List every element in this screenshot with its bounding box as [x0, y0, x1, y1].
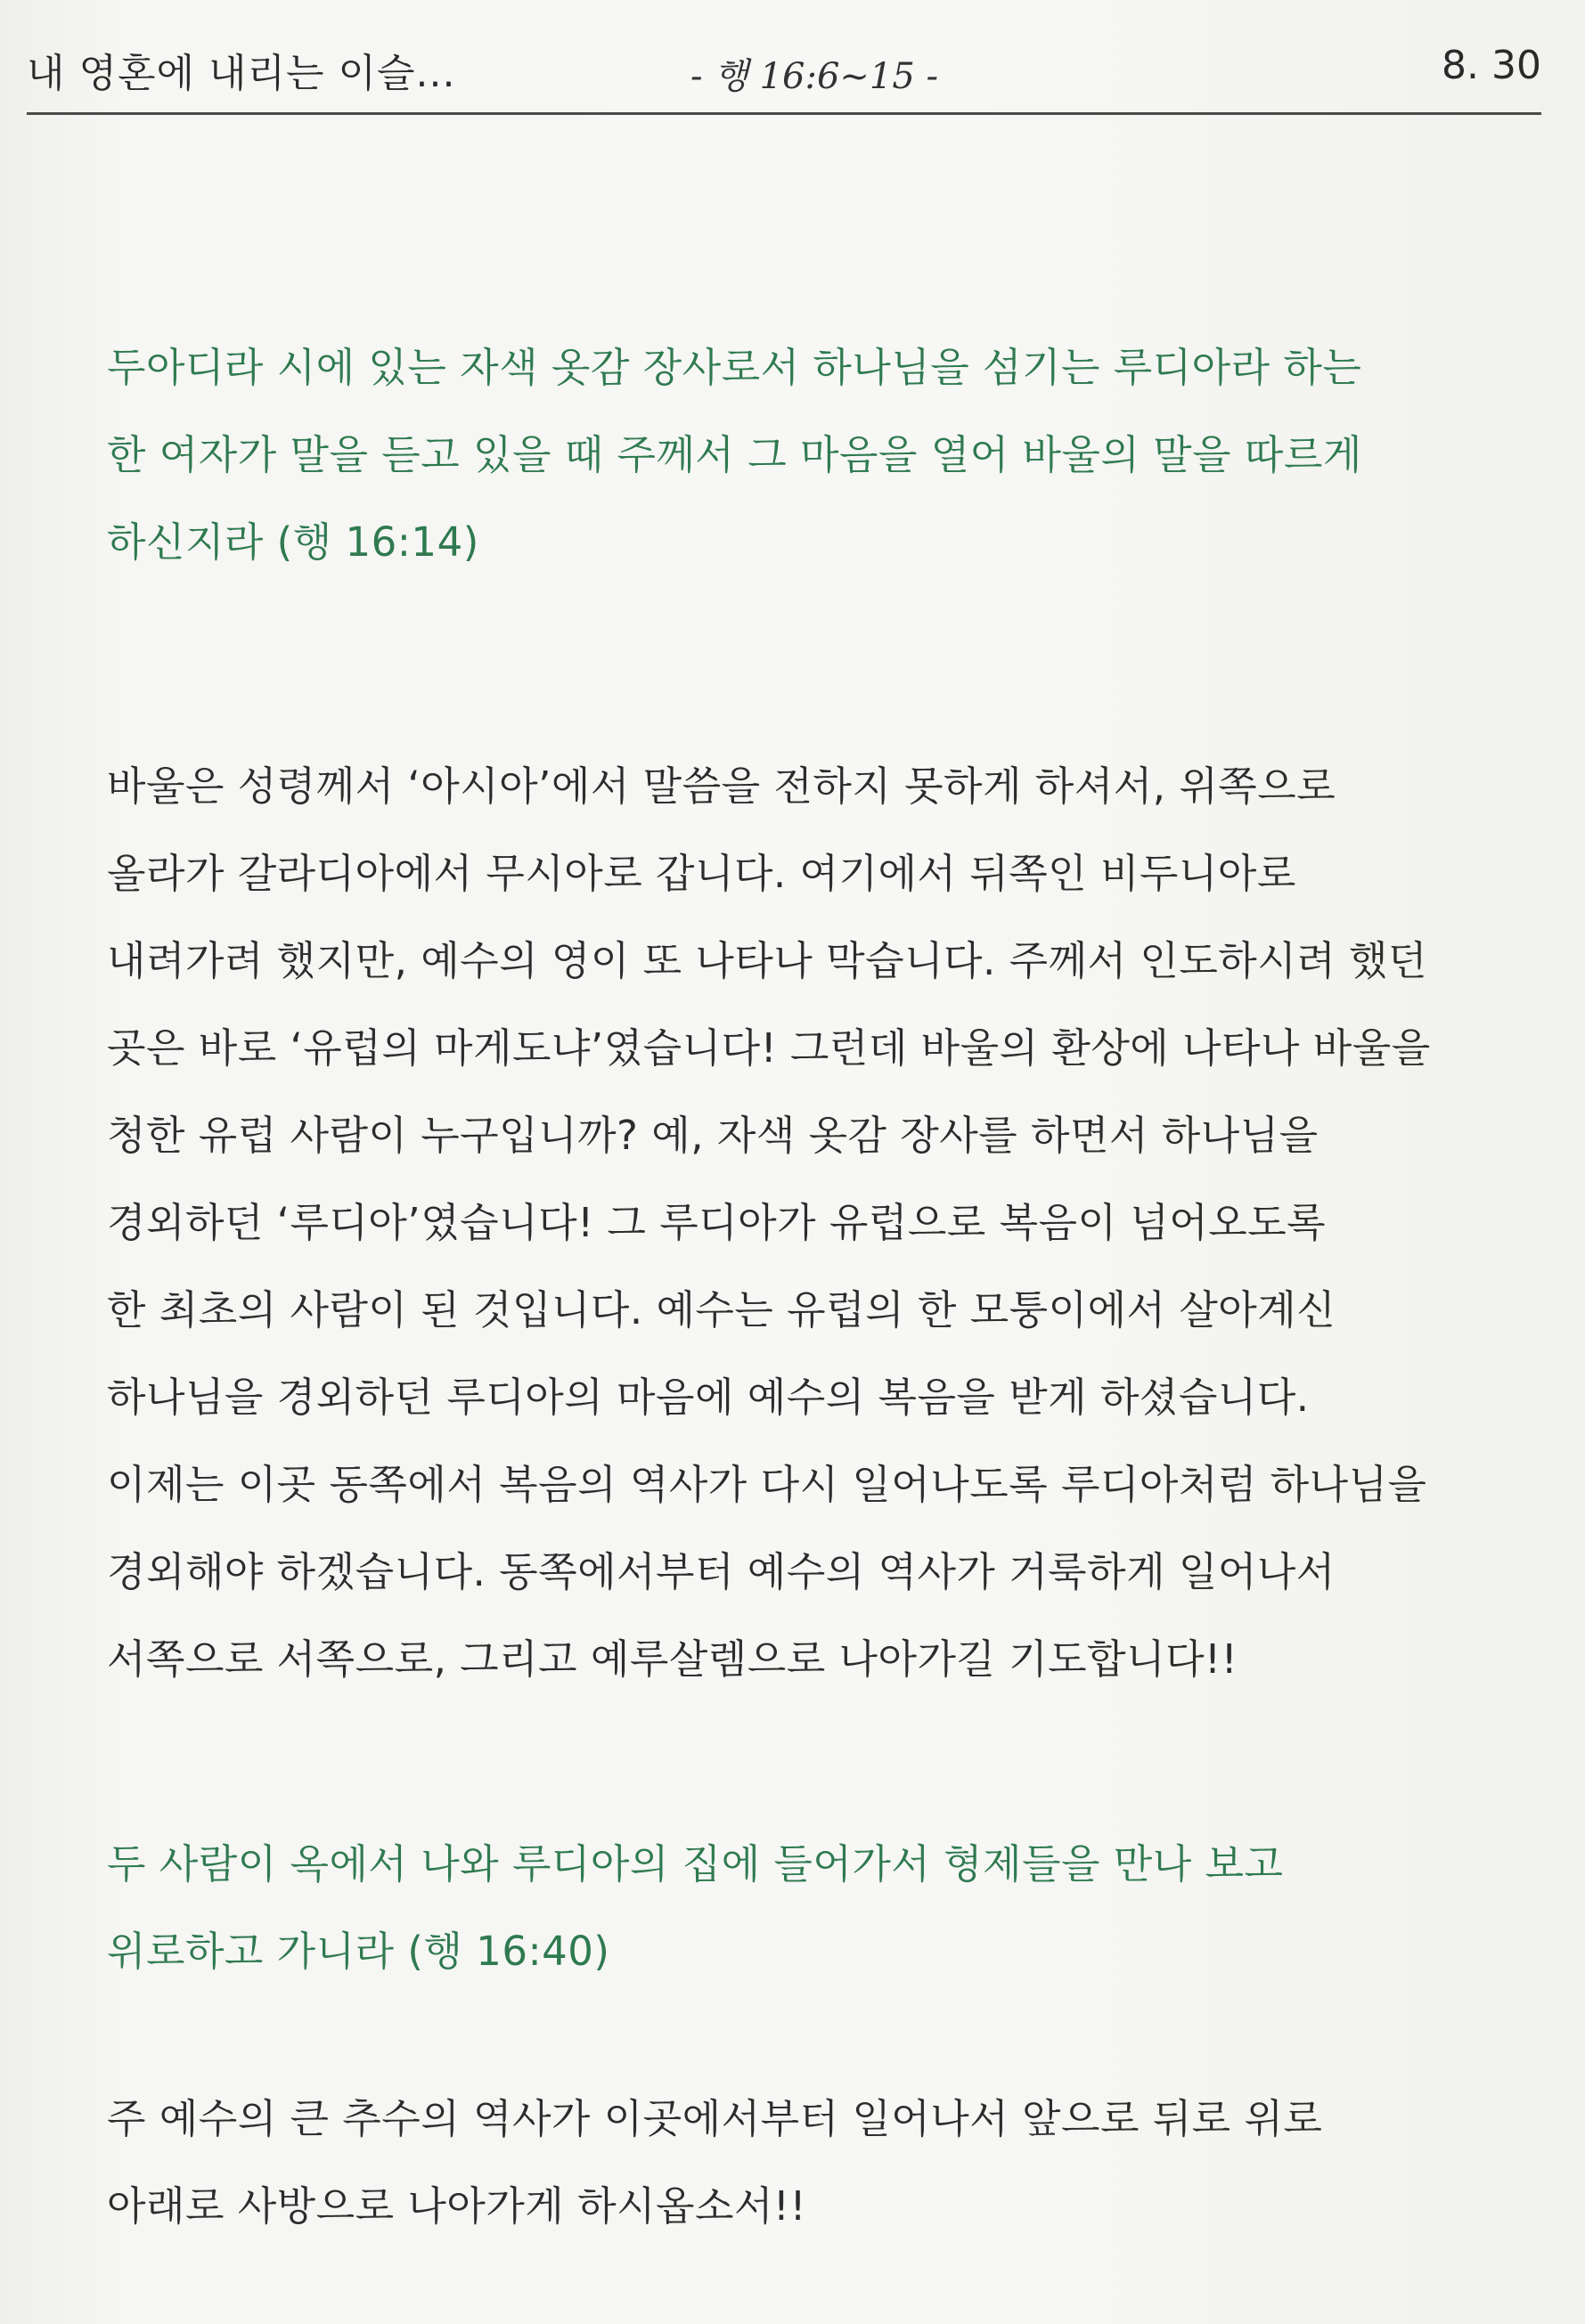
verse-line: 두 사람이 옥에서 나와 루디아의 집에 들어가서 형제들을 만나 보고	[107, 1840, 1284, 1888]
paragraph-line: 내려가려 했지만, 예수의 영이 또 나타나 막습니다. 주께서 인도하시려 했던	[107, 937, 1427, 984]
verse-line: 한 여자가 말을 듣고 있을 때 주께서 그 마음을 열어 바울의 말을 따르게	[107, 431, 1362, 478]
book-title: 내 영혼에 내리는 이슬...	[27, 51, 456, 96]
closing-prayer	[107, 2075, 1497, 2250]
closing-verse	[107, 1821, 1497, 1995]
paragraph-line: 서쪽으로 서쪽으로, 그리고 예루살렘으로 나아가길 기도합니다!!	[107, 1635, 1238, 1683]
prayer-line: 아래로 사방으로 나아가게 하시옵소서!!	[107, 2182, 807, 2230]
verse-line: 위로하고 가니라 (행 16:40)	[107, 1928, 610, 1975]
scripture-reference: - 행 16:6~15 -	[690, 56, 939, 97]
key-verse	[107, 324, 1497, 586]
paragraph-line: 바울은 성령께서 ‘아시아’에서 말씀을 전하지 못하게 하셔서, 위쪽으로	[107, 762, 1336, 810]
prayer-line: 주 예수의 큰 추수의 역사가 이곳에서부터 일어나서 앞으로 뒤로 위로	[107, 2095, 1323, 2142]
paragraph-line: 곳은 바로 ‘유럽의 마게도냐’였습니다! 그런데 바울의 환상에 나타나 바울을	[107, 1024, 1431, 1072]
page-date: 8. 30	[1442, 43, 1541, 88]
paragraph-line: 올라가 갈라디아에서 무시아로 갑니다. 여기에서 뒤쪽인 비두니아로	[107, 850, 1296, 897]
paragraph-line: 한 최초의 사람이 된 것입니다. 예수는 유럽의 한 모퉁이에서 살아계신	[107, 1286, 1336, 1333]
paragraph-line: 청한 유럽 사람이 누구입니까? 예, 자색 옷감 장사를 하면서 하나님을	[107, 1112, 1319, 1159]
paragraph-line: 경외하던 ‘루디아’였습니다! 그 루디아가 유럽으로 복음이 넘어오도록	[107, 1199, 1327, 1246]
verse-line: 두아디라 시에 있는 자색 옷감 장사로서 하나님을 섬기는 루디아라 하는	[107, 344, 1362, 391]
paragraph-line: 이제는 이곳 동쪽에서 복음의 역사가 다시 일어나도록 루디아처럼 하나님을	[107, 1461, 1427, 1508]
page-header	[27, 41, 1541, 112]
verse-line: 하신지라 (행 16:14)	[107, 518, 479, 566]
header-divider	[27, 112, 1541, 115]
meditation-paragraph	[107, 743, 1497, 1703]
paragraph-line: 하나님을 경외하던 루디아의 마음에 예수의 복음을 받게 하셨습니다.	[107, 1374, 1310, 1421]
paragraph-line: 경외해야 하겠습니다. 동쪽에서부터 예수의 역사가 거룩하게 일어나서	[107, 1548, 1336, 1595]
